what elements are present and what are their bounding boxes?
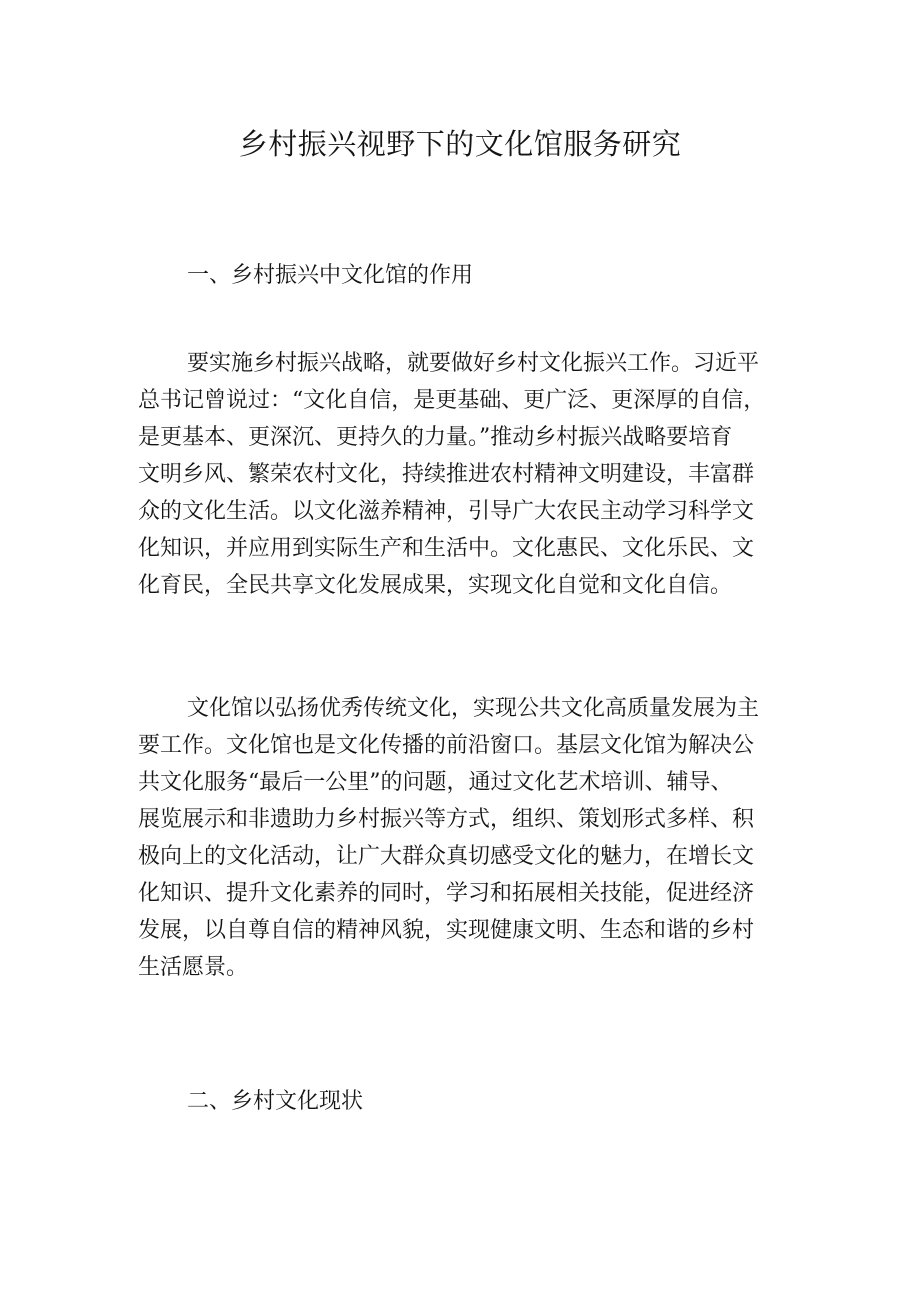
paragraph-line: 众的文化生活。以文化滋养精神，引导广大农民主动学习科学文 (138, 499, 755, 524)
section-heading-1: 一、乡村振兴中文化馆的作用 (187, 263, 474, 288)
paragraph-line: 文化馆以弘扬优秀传统文化，实现公共文化高质量发展为主 (187, 696, 760, 721)
paragraph-line: 生活愿景。 (138, 955, 249, 980)
paragraph-line: 展览展示和非遗助力乡村振兴等方式，组织、策划形式多样、积 (138, 807, 755, 832)
section-heading-2: 二、乡村文化现状 (187, 1089, 364, 1114)
paragraph-line: 化知识，并应用到实际生产和生活中。文化惠民、文化乐民、文 (138, 536, 755, 561)
paragraph-line: 极向上的文化活动，让广大群众真切感受文化的魅力，在增长文 (138, 844, 755, 869)
paragraph-line: 是更基本、更深沉、更持久的力量。”推动乡村振兴战略要培育 (138, 425, 733, 450)
paragraph-line: 总书记曾说过：“文化自信，是更基础、更广泛、更深厚的自信， (138, 388, 766, 413)
paragraph-2 (138, 690, 798, 986)
paragraph-line: 化育民，全民共享文化发展成果，实现文化自觉和文化自信。 (138, 573, 733, 598)
paragraph-line: 共文化服务“最后一公里”的问题，通过文化艺术培训、辅导、 (138, 770, 733, 795)
document-title: 乡村振兴视野下的文化馆服务研究 (238, 127, 682, 161)
paragraph-line: 要实施乡村振兴战略，就要做好乡村文化振兴工作。习近平 (187, 351, 760, 376)
paragraph-line: 发展，以自尊自信的精神风貌，实现健康文明、生态和谐的乡村 (138, 918, 755, 943)
paragraph-line: 化知识、提升文化素养的同时，学习和拓展相关技能，促进经济 (138, 881, 755, 906)
paragraph-line: 要工作。文化馆也是文化传播的前沿窗口。基层文化馆为解决公 (138, 733, 755, 758)
paragraph-1 (138, 345, 798, 604)
paragraph-line: 文明乡风、繁荣农村文化，持续推进农村精神文明建设，丰富群 (138, 462, 755, 487)
